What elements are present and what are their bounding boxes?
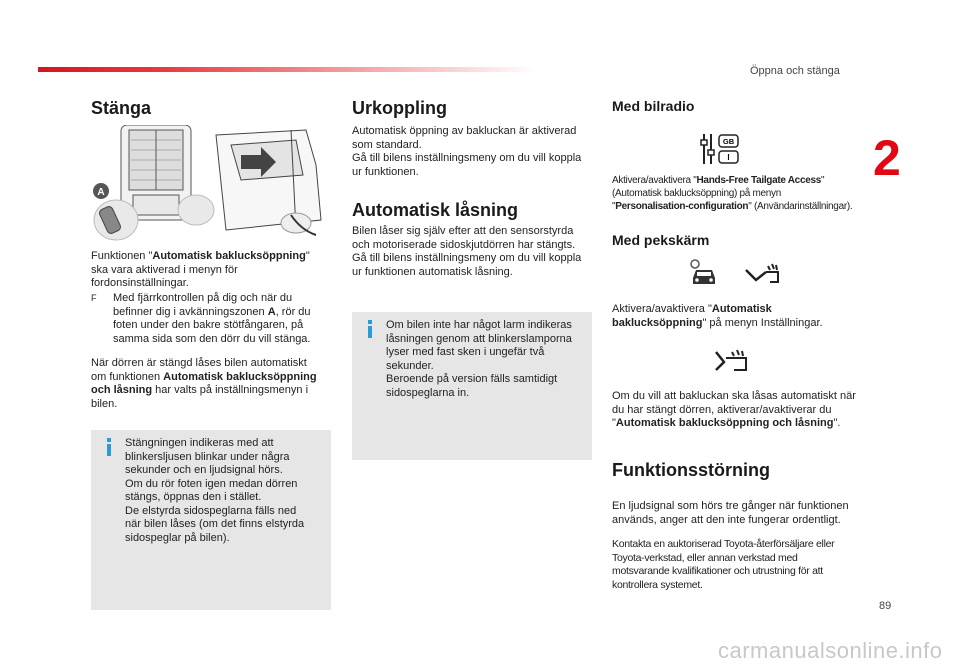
- auto-lock-icon: [712, 348, 752, 378]
- foot-gesture-icon: [742, 262, 782, 286]
- col1-paragraph-2: När dörren är stängd låses bilen automatiskt om funktionen Automatisk baklucksöppning och låsning har valts på inställningsmenyn i bilen.: [91, 357, 317, 410]
- info-box-alarm: [352, 312, 592, 460]
- malfunction-paragraph-2: Kontakta en auktoriserad Toyota-återförsäljare eller Toyota-verkstad, eller annan verkstad med motsvarande kvalifikationer och utrustning för att kontrollera systemet.: [612, 538, 835, 591]
- title-funktionsstorning: Funktionsstörning: [612, 460, 770, 480]
- info-box-closing: [91, 430, 331, 610]
- info-text-closing: Stängningen indikeras med att blinkersljusen blinkar under några sekunder och en ljudsignal hörs. Om du rör foten igen medan dörren stängs, öppnas den i stället. De elstyrda sidospeglarna fälls ned när bilen låses (om det finns elstyrda sidospeglar på bilen).: [125, 437, 305, 544]
- title-med-pekskarm: Med pekskärm: [612, 232, 710, 248]
- title-stanga: Stänga: [91, 98, 152, 118]
- bullet-marker: F: [91, 293, 97, 303]
- chapter-number: 2: [873, 130, 901, 186]
- title-urkoppling: Urkoppling: [352, 98, 447, 118]
- radio-settings-icon: [700, 132, 740, 166]
- col1-paragraph-1: Funktionen "Automatisk baklucksöppning" ska vara aktiverad i menyn för fordonsinställningar.: [91, 250, 310, 289]
- info-icon: [362, 320, 378, 338]
- malfunction-paragraph-1: En ljudsignal som hörs tre gånger när funktionen används, anger att den inte fungerar ordentligt.: [612, 500, 849, 526]
- col2-paragraph-1: Automatisk öppning av bakluckan är aktiverad som standard. Gå till bilens inställningsmeny om du vill koppla ur funktionen.: [352, 125, 582, 178]
- col1-bullet: F Med fjärrkontrollen på dig och när du befinner dig i avkänningszonen A, rör du foten under den bakre stötfångaren, på samma sida som den dörr du vill stänga.: [91, 292, 311, 345]
- info-text-alarm: Om bilen inte har något larm indikeras låsningen genom att blinkerslamporna lyser med fast sken i ungefär två sekunder. Beroende på version fälls samtidigt sidospeglarna in.: [386, 319, 572, 399]
- touch-instructions: Aktivera/avaktivera "Automatisk baklucksöppning" på menyn Inställningar.: [612, 303, 823, 329]
- zone-label-a: A: [97, 187, 105, 198]
- svg-text:GB: GB: [722, 137, 735, 146]
- radio-instructions: Aktivera/avaktivera "Hands-Free Tailgate Access" (Automatisk baklucksöppning) på menyn "Personalisation-configuration" (Användarinställningar).: [612, 175, 853, 212]
- car-settings-icon: [688, 258, 720, 286]
- section-title: Öppna och stänga: [750, 65, 840, 77]
- header-accent-bar: [38, 67, 538, 72]
- col2-paragraph-2: Bilen låser sig själv efter att den sensorstyrda och motoriserade sidoskjutdörren har stängts. Gå till bilens inställningsmeny om du vill koppla ur funktionen automatisk låsning.: [352, 225, 582, 278]
- title-automatisk-lasning: Automatisk låsning: [352, 200, 519, 220]
- auto-lock-instructions: Om du vill att bakluckan ska låsas automatiskt när du har stängt dörren, aktiverar/avaktiverar du "Automatisk baklucksöppning och låsning".: [612, 390, 856, 429]
- info-icon: [101, 438, 117, 456]
- illustration-van-closing: [91, 125, 331, 245]
- title-med-bilradio: Med bilradio: [612, 98, 695, 114]
- watermark-text: carmanualsonline.info: [718, 638, 943, 663]
- svg-text:I: I: [727, 153, 730, 162]
- page-number: 89: [879, 600, 892, 612]
